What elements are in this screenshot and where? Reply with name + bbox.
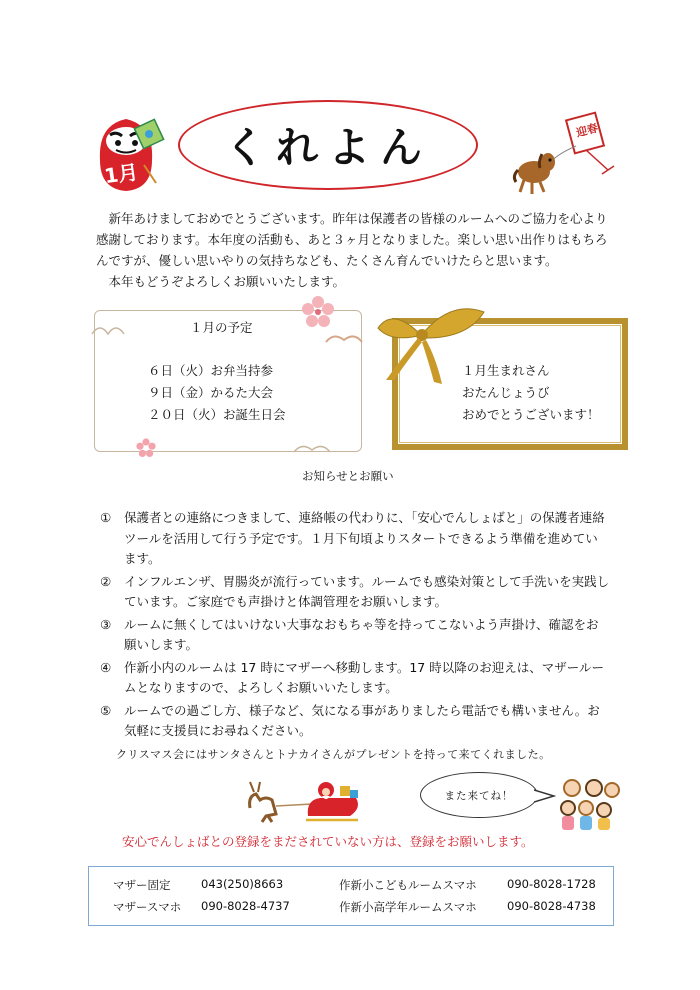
contact-label: マザー固定 <box>113 878 171 892</box>
horse-kite-illustration <box>512 110 622 200</box>
notices-list <box>100 508 610 744</box>
birthday-line: １月生まれさん <box>462 363 550 378</box>
registration-notice: 安心でんしょばとの登録をまだされていない方は、登録をお願いします。 <box>122 834 534 849</box>
children-illustration <box>556 778 622 832</box>
item-text: ルームでの過ごし方、様子など、気になる事がありましたら電話でも構いません。お気軽に支援員にお尋ねください。 <box>124 702 600 738</box>
birthday-message <box>462 360 600 426</box>
intro-paragraph-1: 新年あけましておめでとうございます。昨年は保護者の皆様のルームへのご協力を心より感謝しております。本年度の活動も、あと３ヶ月となりました。楽しい思い出作りはもちろんですが、優しい思いやりの気持ちなども、たくさん育んでいけたらと思います。 <box>96 211 608 268</box>
list-item <box>100 508 610 570</box>
schedule-item: ６日（火）お弁当持参 <box>148 363 274 378</box>
page-title: くれよん <box>223 123 432 172</box>
contact-label: 作新小高学年ルームスマホ <box>339 900 477 914</box>
speech-bubble <box>420 772 538 818</box>
contact-label: マザースマホ <box>113 900 182 914</box>
cloud-decoration <box>324 330 364 348</box>
schedule-title: １月の予定 <box>190 320 253 335</box>
bubble-tail <box>534 788 556 804</box>
intro-text <box>96 208 608 292</box>
contact-box <box>88 866 614 926</box>
notices-heading: お知らせとお願い <box>302 469 394 483</box>
cloud-decoration-bottom <box>292 440 332 458</box>
santa-sleigh-illustration <box>246 778 370 826</box>
contact-number: 043(250)8663 <box>201 877 284 891</box>
christmas-note: クリスマス会にはサンタさんとトナカイさんがプレゼントを持って来てくれました。 <box>116 748 551 761</box>
item-number: ⑤ <box>100 702 112 718</box>
title-frame <box>178 100 478 190</box>
schedule-item: ９日（金）かるた大会 <box>148 385 274 400</box>
kite-text: 迎春 <box>574 121 600 140</box>
list-item <box>100 658 610 699</box>
sakura-decoration <box>298 292 338 332</box>
item-number: ② <box>100 573 112 589</box>
contact-number: 090-8028-4738 <box>507 899 596 913</box>
birthday-line: おめでとうございます！ <box>462 407 600 422</box>
schedule-list <box>148 360 286 426</box>
item-text: ルームに無くしてはいけない大事なおもちゃ等を持ってこないよう声掛け、確認をお願いします。 <box>124 616 599 652</box>
item-text: インフルエンザ、胃腸炎が流行っています。ルームでも感染対策として手洗いを実践しています。ご家庭でも声掛けと体調管理をお願いします。 <box>124 573 610 609</box>
item-number: ③ <box>100 616 112 632</box>
contact-label: 作新小こどもルームスマホ <box>339 878 477 892</box>
bubble-text: また来てね！ <box>444 789 514 802</box>
item-number: ① <box>100 510 112 525</box>
intro-paragraph-2: 本年もどうぞよろしくお願いいたします。 <box>108 274 346 289</box>
contact-number: 090-8028-4737 <box>201 899 290 913</box>
list-item <box>100 572 610 613</box>
contact-number: 090-8028-1728 <box>507 877 596 891</box>
birthday-line: おたんじょうび <box>462 385 550 400</box>
item-number: ④ <box>100 659 112 675</box>
list-item <box>100 701 610 742</box>
wave-decoration <box>90 318 130 338</box>
item-text: 保護者との連絡につきまして、連絡帳の代わりに、「安心でんしょばと」の保護者連絡ツールを活用して行う予定です。１月下旬頃よりスタートできるよう準備を進めています。 <box>124 510 605 566</box>
schedule-item: ２０日（火）お誕生日会 <box>148 407 286 422</box>
sakura-decoration-small <box>134 436 158 460</box>
month-badge: 1月 <box>102 159 140 189</box>
item-text: 作新小内のルームは 17 時にマザーへ移動します。17 時以降のお迎えは、マザールームとなりますので、よろしくお願いいたします。 <box>124 659 604 695</box>
list-item <box>100 615 610 656</box>
